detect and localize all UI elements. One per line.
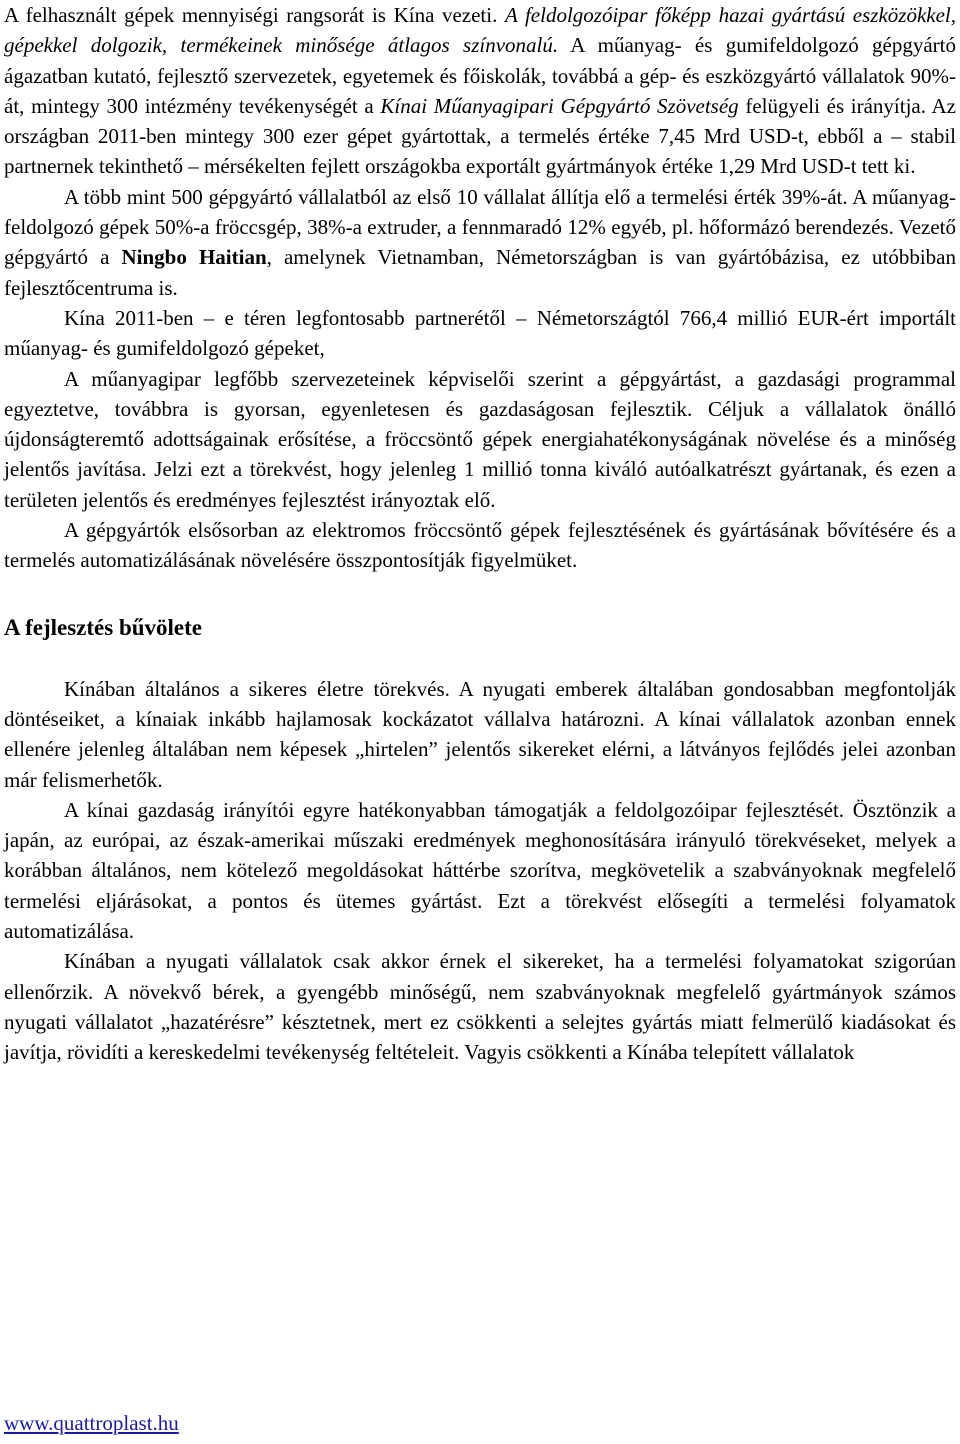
paragraph-p3 (4, 303, 956, 364)
text-segment: Kínában a nyugati vállalatok csak akkor érnek el sikereket, ha a termelési folyamatokat szigorúan ellenőrzik. A növekvő bérek, a gyengébb minőségű, nem szabványoknak megfelelő gyártmányok számos nyugati vállalatot „hazatérésre” késztetnek, mert ez csökkenti a selejtes gyártás miatt felmerülő kiadásokat és javítja, rövidíti a kereskedelmi tevékenység feltételeit. Vagyis csökkenti a Kínába telepített vállalatok (4, 949, 956, 1065)
paragraph-p2 (4, 182, 956, 303)
paragraphs-before-heading (4, 0, 956, 576)
paragraph-p5 (4, 515, 956, 576)
text-segment: A műanyagipar legfőbb szervezeteinek képviselői szerint a gépgyártást, a gazdasági programmal egyeztetve, továbbra is gyorsan, egyenletesen és gazdaságosan fejlesztik. Céljuk a vállalatok önálló újdonságteremtő adottságainak erősítése, a fröccsöntő gépek energiahatékonyságának növelése és a minőség jelentős javítása. Jelzi ezt a törekvést, hogy jelenleg 1 millió tonna kiváló autóalkatrészt gyártanak, és ezen a területen jelentős és eredményes fejlesztést irányoztak elő. (4, 366, 956, 512)
paragraphs-after-heading (4, 674, 956, 1068)
text-segment: Kínai Műanyagipari Gépgyártó Szövetség (380, 93, 739, 118)
paragraph-p4 (4, 364, 956, 515)
text-segment: , amelynek Vietnamban, Németországban is van gyártóbázisa, ez utóbbiban fejlesztőcentruma is. (4, 245, 956, 300)
paragraph-p1 (4, 0, 956, 182)
text-segment: Kínában általános a sikeres életre törekvés. A nyugati emberek általában gondosabban megfontolják döntéseiket, a kínaiak inkább hajlamosak kockázatot vállalva határozni. A kínai vállalatok azonban ennek ellenére jelenleg általában nem képesek „hirtelen” jelentős sikereket elérni, a látványos fejlődés jelei azonban már felismerhetők. (4, 676, 956, 792)
paragraph-p6 (4, 674, 956, 795)
text-segment: Ningbo Haitian (121, 245, 267, 270)
paragraph-p8 (4, 946, 956, 1067)
text-segment: A feldolgozóipar főképp hazai gyártású eszközökkel, gépekkel dolgozik, termékeinek minősége átlagos színvonalú. (4, 3, 956, 58)
paragraph-p7 (4, 795, 956, 946)
text-segment: A gépgyártók elsősorban az elektromos fröccsöntő gépek fejlesztésének és gyártásának bővítésére és a termelés automatizálásának növelésére összpontosítják figyelmüket. (4, 518, 956, 573)
text-segment: Kína 2011-ben – e téren legfontosabb partnerétől – Németországtól 766,4 millió EUR-ért importált műanyag- és gumifeldolgozó gépeket, (4, 305, 956, 361)
website-link[interactable]: www.quattroplast.hu (4, 1411, 179, 1435)
text-segment: A több mint 500 gépgyártó vállalatból az első 10 vállalat állítja elő a termelési érték 39%-át. A műanyag-feldolgozó gépek 50%-a fröccsgép, 38%-a extruder, a fennmaradó 12% egyéb, pl. hőformázó berendezés. Vezető gépgyártó a (4, 184, 956, 270)
document-body (4, 0, 956, 1068)
section-heading: A fejlesztés bűvölete (4, 614, 202, 640)
text-segment: A kínai gazdaság irányítói egyre hatékonyabban támogatják a feldolgozóipar fejlesztését. Ösztönzik a japán, az európai, az észak-amerikai műszaki eredmények meghonosítására irányuló törekvéseket, melyek a korábban általános, nem kötelező megoldásokat háttérbe szorítva, megkövetelik a szabványoknak megfelelő termelési eljárásokat, a pontos és ütemes gyártást. Ezt a törekvést elősegíti a termelési folyamatok automatizálása. (4, 797, 956, 944)
text-segment: A műanyag- és gumifeldolgozó gépgyártó ágazatban kutató, fejlesztő szervezetek, egyetemek és főiskolák, továbbá a gép- és eszközgyártó vállalatok 90%-át, mintegy 300 intézmény tevékenységét a (4, 33, 956, 118)
text-segment: A felhasznált gépek mennyiségi rangsorát is Kína vezeti. (4, 3, 505, 27)
text-segment: felügyeli és irányítja. Az országban 2011-ben mintegy 300 ezer gépet gyártottak, a termelés értéke 7,45 Mrd USD-t, ebből a – stabil partnernek tekinthető – mérsékelten fejlett országokba exportált gyártmányok értéke 1,29 Mrd USD-t tett ki. (4, 93, 956, 179)
